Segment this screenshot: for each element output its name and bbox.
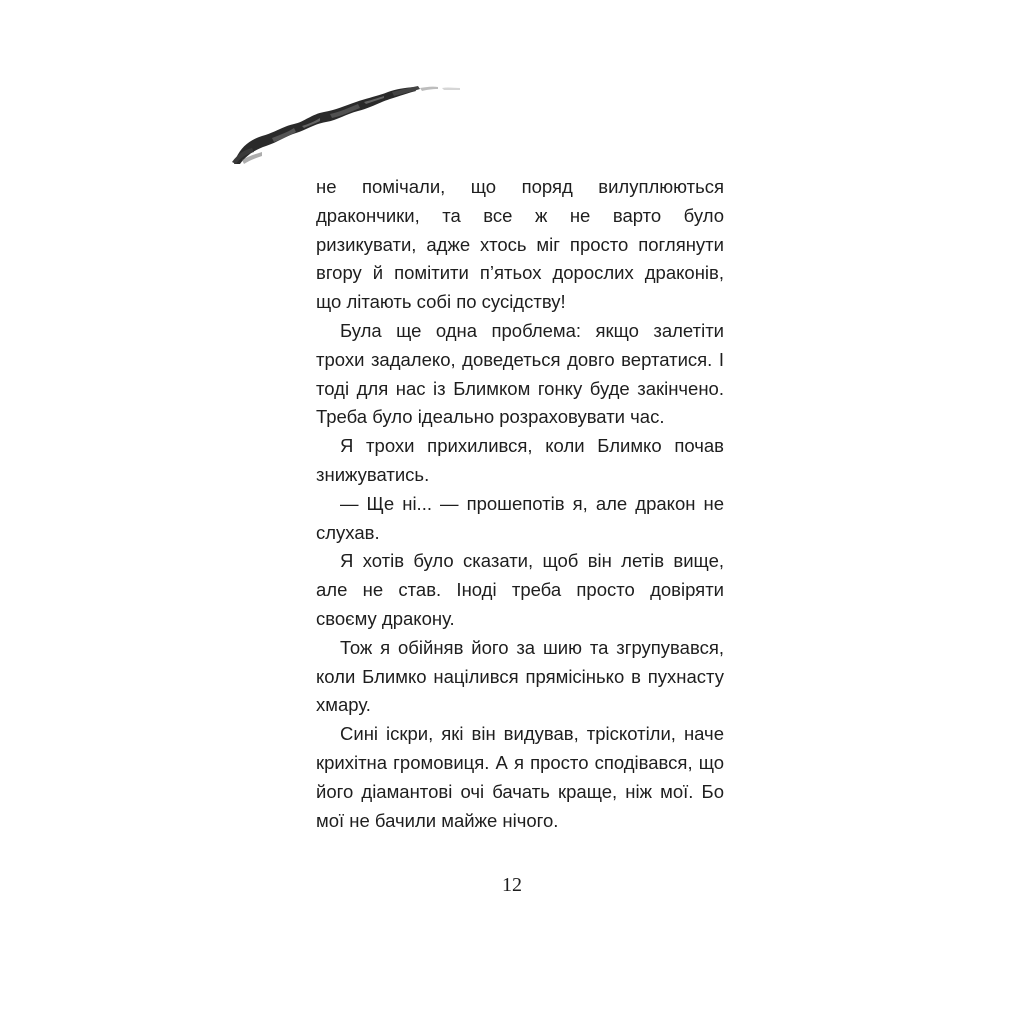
paragraph: Тож я обійняв його за шию та згрупувався, коли Блимко націлився прямісінько в пухнасту хмару. — [316, 636, 724, 716]
paragraph: не помічали, що поряд вилуплюються дракончики, та все ж не варто було ризикувати, адже хтось міг просто поглянути вгору й помітити п’ятьох дорослих драконів, що літають собі по сусідству! — [316, 176, 724, 313]
page-number: 12 — [502, 874, 522, 896]
paragraph: Була ще одна проблема: якщо залетіти трохи задалеко, доведеться довго вертатися. І тоді для нас із Блимком гонку буде закінчено. Треба було ідеально розраховувати час. — [316, 319, 724, 428]
body-text — [316, 173, 724, 835]
paragraph: Я трохи прихилився, коли Блимко почав знижуватись. — [316, 435, 724, 485]
torn-paper-edge-illustration — [232, 84, 482, 168]
dialogue-line: — Ще ні... — прошепотів я, але дракон не слухав. — [316, 492, 724, 543]
paragraph: Я хотів було сказати, щоб він летів вище, але не став. Іноді треба просто довіряти своєму дракону. — [316, 550, 724, 629]
paragraph: Сині іскри, які він видував, тріскотіли, наче крихітна громовиця. А я просто сподівався, що його діамантові очі бачать краще, ніж мої. Бо мої не бачили майже нічого. — [316, 723, 724, 831]
